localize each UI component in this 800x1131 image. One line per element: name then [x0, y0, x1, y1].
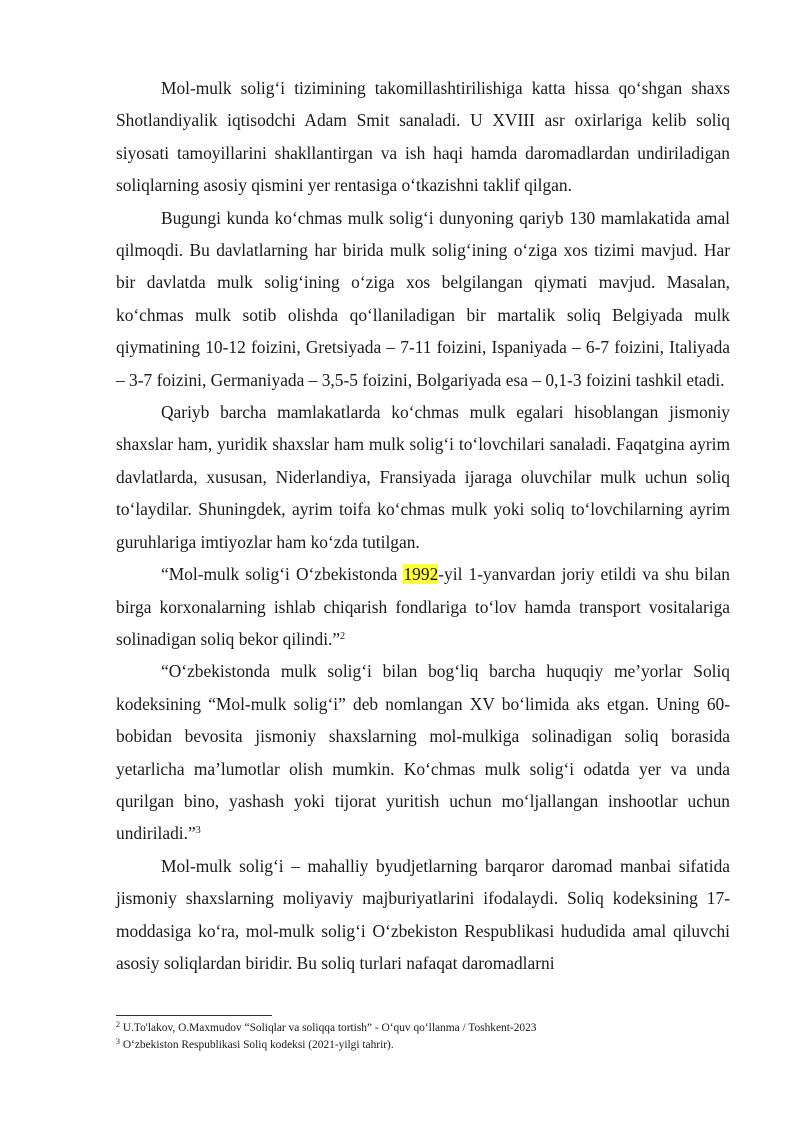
paragraph-adam-smith: Mol-mulk solig‘i tizimining takomillashtirilishiga katta hissa qo‘shgan shaxs Shotlandiyalik iqtisodchi Adam Smit sanaladi. U XVIII asr oxirlariga kelib soliq siyosati tamoyillarini shakllantirgan va ish haqi hamda daromadlardan undiriladigan soliqlarning asosiy qismini yer rentasiga o‘tkazishni taklif qilgan. [116, 78, 730, 196]
footnote-number: 2 [116, 1020, 120, 1029]
footnote-divider [116, 1015, 272, 1016]
footnote-text: U.To'lakov, O.Maxmudov “Soliqlar va soliqqa tortish” - O‘quv qo‘llanma / Toshkent-2023 [122, 1022, 537, 1034]
paragraph-tax-code [116, 655, 730, 849]
paragraph-property-tax-countries: Bugungi kunda ko‘chmas mulk solig‘i dunyoning qariyb 130 mamlakatida amal qilmoqdi. Bu davlatlarning har birida mulk solig‘ining o‘ziga xos tizimi mavjud. Har bir davlatda mulk solig‘ining o‘ziga xos belgilangan qiymati mavjud. Masalan, ko‘chmas mulk sotib olishda qo‘llaniladigan bir martalik soliq Belgiyada mulk qiymatining 10-12 foizini, Gretsiyada – 7-11 foizini, Ispaniyada – 6-7 foizini, Italiyada – 3-7 foizini, Germaniyada – 3,5-5 foizini, Bolgariyada esa – 0,1-3 foizini tashkil etadi. [116, 207, 730, 390]
footnote-text: O‘zbekiston Respublikasi Soliq kodeksi (2021-yilgi tahrir). [122, 1039, 394, 1051]
footnote-3 [116, 1037, 730, 1054]
paragraph-local-budgets: Mol-mulk solig‘i – mahalliy byudjetlarning barqaror daromad manbai sifatida jismoniy shaxslarning moliyaviy majburiyatlarini ifodalaydi. Soliq kodeksining 17-moddasiga ko‘ra, mol-mulk solig‘i O‘zbekiston Respublikasi hududida amal qiluvchi asosiy soliqlardan biridir. Bu soliq turlari nafaqat daromadlarni [116, 855, 730, 973]
paragraph-taxpayers: Qariyb barcha mamlakatlarda ko‘chmas mulk egalari hisoblangan jismoniy shaxslar ham, yuridik shaxslar ham mulk solig‘i to‘lovchilari sanaladi. Faqatgina ayrim davlatlarda, xususan, Niderlandiya, Fransiyada ijaraga oluvchilar mulk uchun soliq to‘laydilar. Shuningdek, ayrim toifa ko‘chmas mulk yoki soliq to‘lovchilarning ayrim guruhlariga imtiyozlar ham ko‘zda tutilgan. [116, 402, 730, 552]
quote-text: “O‘zbekistonda mulk solig‘i bilan bog‘liq barcha huquqiy me’yorlar Soliq kodeksining “Mol-mulk solig‘i” deb nomlangan XV bo‘limida aks etgan. Uning 60-bobidan bevosita jismoniy shaxslarning mol-mulkiga solinadigan soliq borasida yetarlicha ma’lumotlar olish mumkin. Ko‘chmas mulk solig‘i odatda yer va unda qurilgan bino, yashash yoki tijorat yuritish uchun mo‘ljallangan inshootlar uchun undiriladi.” [116, 661, 730, 844]
footnotes [116, 1015, 730, 1054]
footnote-ref-2[interactable]: 2 [340, 630, 346, 642]
quote-end: -yil 1-yanvardan joriy etildi va shu bilan birga korxonalarning ishlab chiqarish fondlariga to‘lov hamda transport vositalariga solinadigan soliq bekor qilindi.” [116, 564, 730, 649]
footnote-number: 3 [116, 1037, 120, 1046]
highlighted-year: 1992 [403, 564, 439, 585]
footnote-2 [116, 1020, 730, 1037]
document-body [116, 72, 730, 979]
paragraph-uzbekistan-1992 [116, 558, 730, 655]
footnote-ref-3[interactable]: 3 [195, 825, 201, 837]
quote-start: “Mol-mulk solig‘i O‘zbekistonda [161, 564, 404, 585]
